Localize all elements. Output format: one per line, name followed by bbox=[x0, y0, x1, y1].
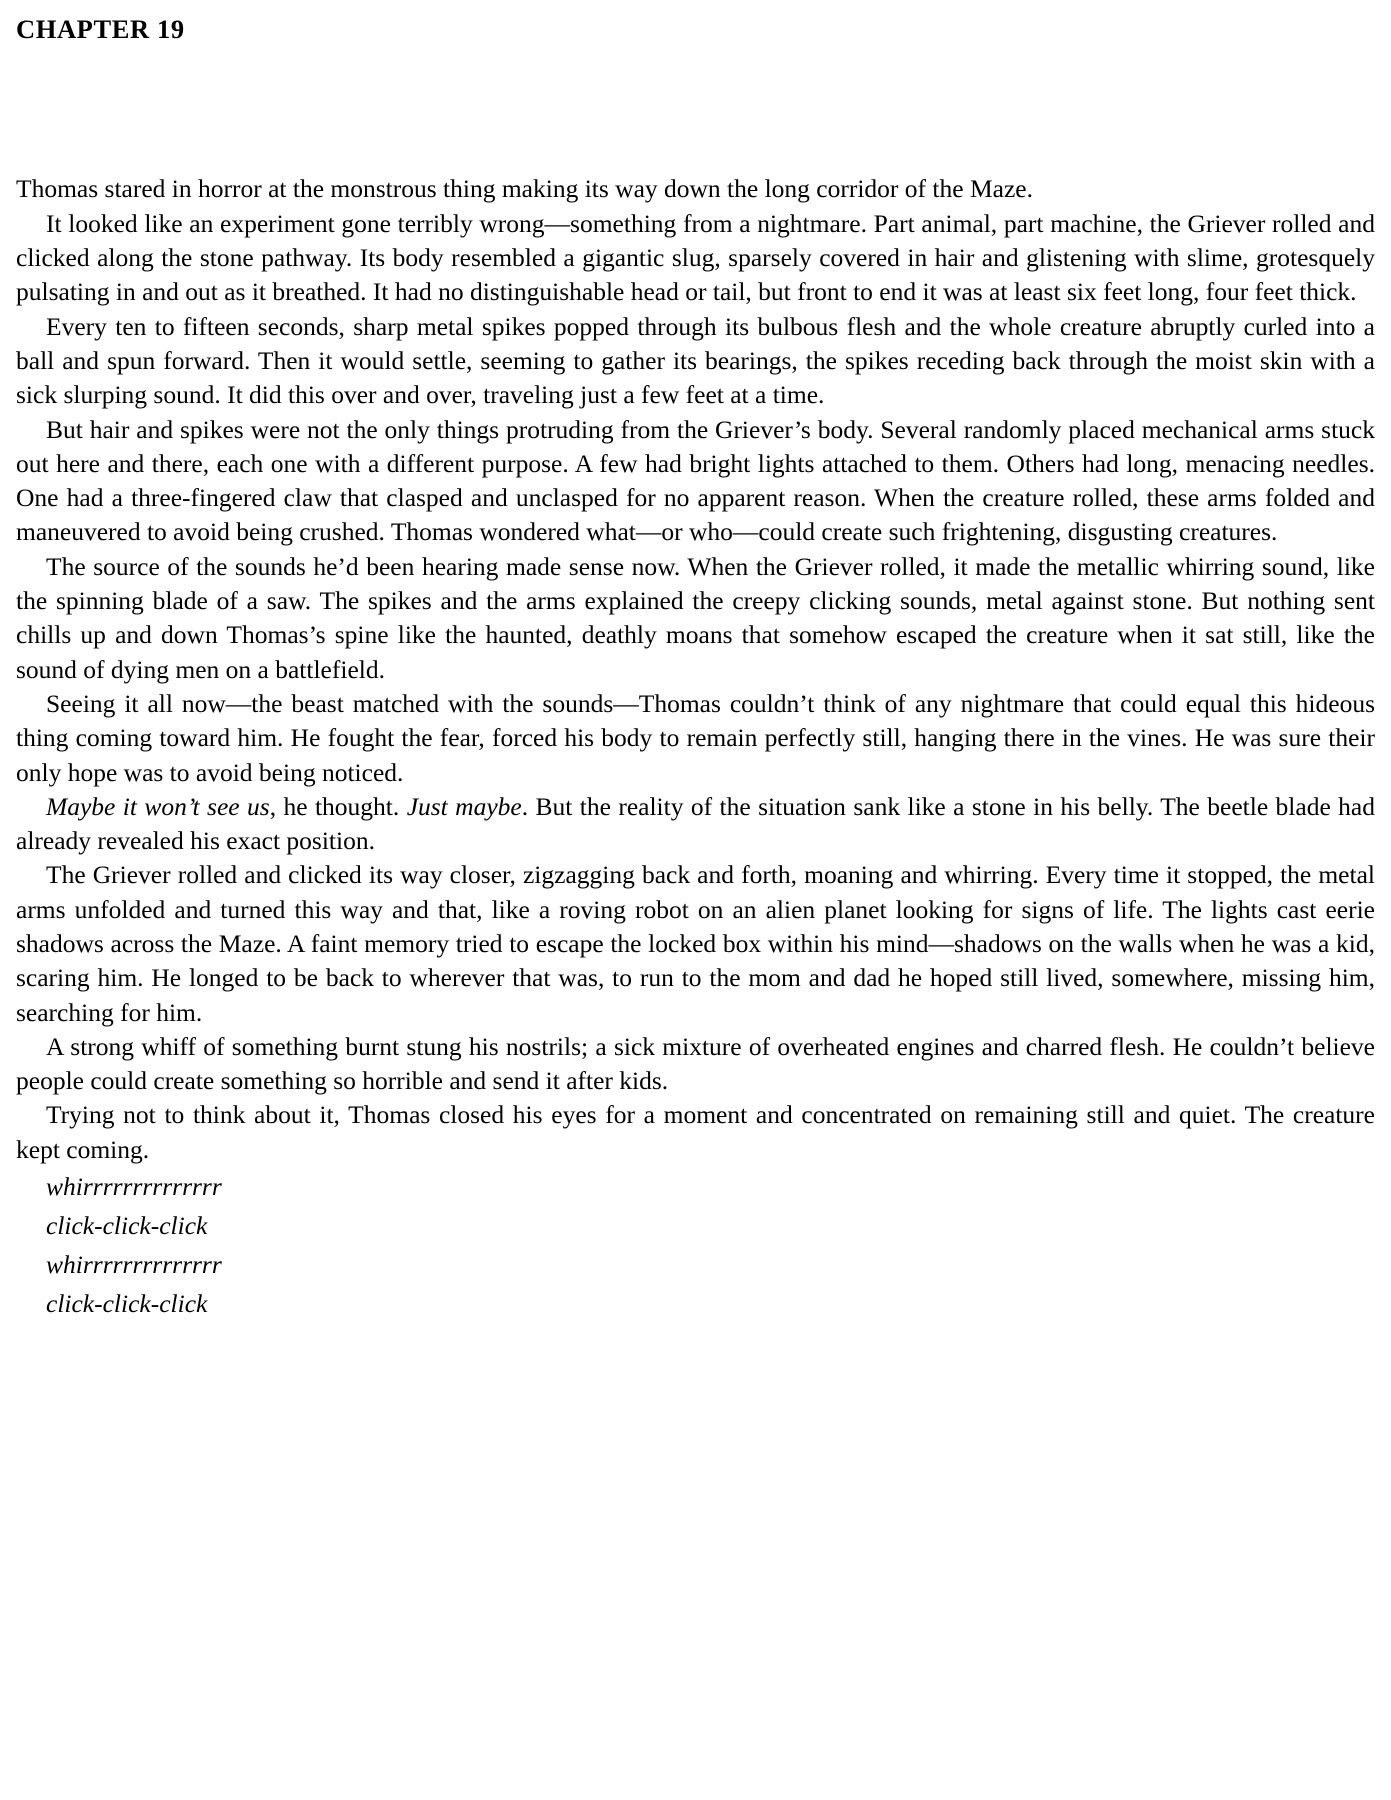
paragraph: Trying not to think about it, Thomas closed his eyes for a moment and concentrated on remaining still and quiet. The creature kept coming. bbox=[16, 1100, 1375, 1164]
paragraph: Seeing it all now—the beast matched with the sounds—Thomas couldn’t think of any nightmare that could equal this hideous thing coming toward him. He fought the fear, forced his body to remain perfectly still, hanging there in the vines. He was sure their only hope was to avoid being noticed. bbox=[16, 688, 1375, 787]
paragraph: The Griever rolled and clicked its way closer, zigzagging back and forth, moaning and whirring. Every time it stopped, the metal arms unfolded and turned this way and that, like a roving robot on an alien planet looking for signs of life. The lights cast eerie shadows across the Maze. A faint memory tried to escape the locked box within his mind—shadows on the walls when he was a kid, scaring him. He longed to be back to wherever that was, to run to the mom and dad he hoped still lived, somewhere, missing him, searching for him. bbox=[16, 860, 1375, 1027]
paragraph-text: . But the reality of the situation sank like a stone in his belly. The beetle blade had already revealed his exact position. bbox=[16, 791, 1375, 856]
italic-phrase: Maybe it won’t see us bbox=[46, 791, 270, 821]
chapter-heading: CHAPTER 19 bbox=[16, 14, 185, 44]
sound-line: click-click-click bbox=[46, 1211, 208, 1241]
sound-line: click-click-click bbox=[46, 1289, 208, 1319]
paragraph-maybe bbox=[16, 790, 1375, 859]
paragraph: Every ten to fifteen seconds, sharp metal spikes popped through its bulbous flesh and the whole creature abruptly curled into a ball and spun forward. Then it would settle, seeming to gather its bearings, the spikes receding back through the moist skin with a sick slurping sound. It did this over and over, traveling just a few feet at a time. bbox=[16, 311, 1375, 410]
italic-phrase: Just maybe bbox=[406, 791, 522, 821]
paragraph: It looked like an experiment gone terribly wrong—something from a nightmare. Part animal, part machine, the Griever rolled and clicked along the stone pathway. Its body resembled a gigantic slug, sparsely covered in hair and glistening with slime, grotesquely pulsating in and out as it breathed. It had no distinguishable head or tail, but front to end it was at least six feet long, four feet thick. bbox=[16, 208, 1375, 307]
paragraph: But hair and spikes were not the only things protruding from the Griever’s body. Several randomly placed mechanical arms stuck out here and there, each one with a different purpose. A few had bright lights attached to them. Others had long, menacing needles. One had a three-fingered claw that clasped and unclasped for no apparent reason. When the creature rolled, these arms folded and maneuvered to avoid being crushed. Thomas wondered what—or who—could create such frightening, disgusting creatures. bbox=[16, 414, 1375, 547]
paragraph: A strong whiff of something burnt stung his nostrils; a sick mixture of overheated engines and charred flesh. He couldn’t believe people could create something so horrible and send it after kids. bbox=[16, 1031, 1375, 1096]
sound-line: whirrrrrrrrrrrrrr bbox=[46, 1250, 222, 1280]
sound-line: whirrrrrrrrrrrrrr bbox=[46, 1172, 222, 1202]
paragraph-text: , he thought. bbox=[269, 791, 407, 821]
paragraph: Thomas stared in horror at the monstrous thing making its way down the long corridor of the Maze. bbox=[16, 174, 1033, 204]
chapter-body bbox=[16, 172, 1375, 1323]
paragraph: The source of the sounds he’d been hearing made sense now. When the Griever rolled, it made the metallic whirring sound, like the spinning blade of a saw. The spikes and the arms explained the creepy clicking sounds, metal against stone. But nothing sent chills up and down Thomas’s spine like the haunted, deathly moans that somehow escaped the creature when it sat still, like the sound of dying men on a battlefield. bbox=[16, 551, 1375, 684]
